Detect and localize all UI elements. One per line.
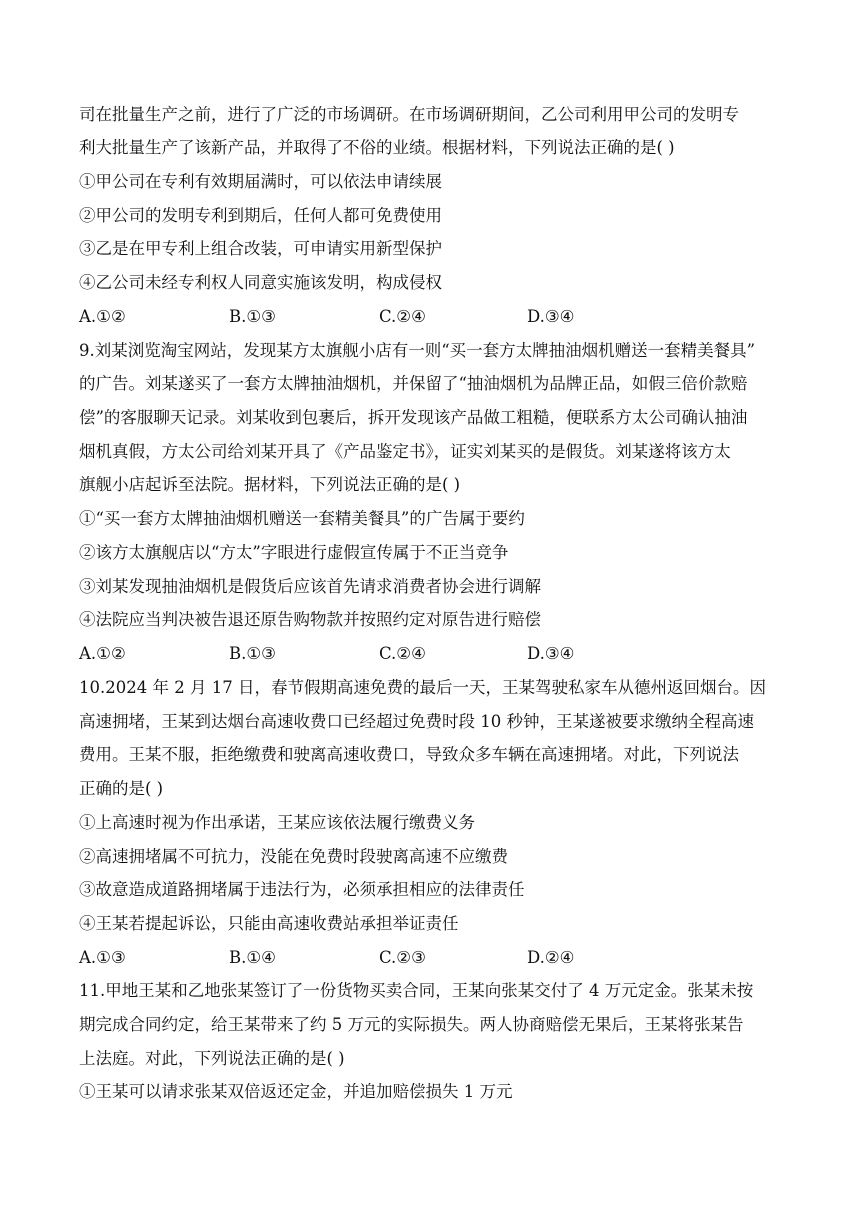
q10-stem-line-4: 正确的是( ) — [79, 779, 164, 798]
q9-option-d: D.③④ — [527, 644, 575, 663]
q8-stem-line-1: 司在批量生产之前，进行了广泛的市场调研。在市场调研期间，乙公司利用甲公司的发明专 — [79, 105, 739, 124]
q8-statement-2: ②甲公司的发明专利到期后，任何人都可免费使用 — [79, 206, 442, 225]
q9-option-c: C.②④ — [379, 644, 426, 663]
q9-stem-line-5: 旗舰小店起诉至法院。据材料，下列说法正确的是( ) — [79, 475, 461, 494]
q8-option-d: D.③④ — [527, 307, 575, 326]
q11-stem-line-3: 上法庭。对此，下列说法正确的是( ) — [79, 1049, 345, 1068]
q11-stem-line-1: 11.甲地王某和乙地张某签订了一份货物买卖合同，王某向张某交付了 4 万元定金。张某未按 — [79, 981, 754, 1000]
q10-stem-line-3: 费用。王某不服，拒绝缴费和驶离高速收费口，导致众多车辆在高速拥堵。对此，下列说法 — [79, 745, 739, 764]
q10-options — [79, 946, 799, 970]
q9-stem-line-2: 的广告。刘某遂买了一套方太牌抽油烟机，并保留了“抽油烟机为品牌正品，如假三倍价款赔 — [79, 374, 748, 393]
q10-statement-2: ②高速拥堵属不可抗力，没能在免费时段驶离高速不应缴费 — [79, 847, 508, 866]
q8-options — [79, 305, 799, 329]
q8-statement-3: ③乙是在甲专利上组合改装，可申请实用新型保护 — [79, 239, 442, 258]
q10-option-b: B.①④ — [229, 948, 276, 967]
q10-option-a: A.①③ — [79, 948, 126, 967]
q8-option-c: C.②④ — [379, 307, 426, 326]
q10-statement-3: ③故意造成道路拥堵属于违法行为，必须承担相应的法律责任 — [79, 880, 525, 899]
q10-stem-line-1: 10.2024 年 2 月 17 日，春节假期高速免费的最后一天，王某驾驶私家车从德州返回烟台。因 — [79, 678, 766, 697]
q10-statement-4: ④王某若提起诉讼，只能由高速收费站承担举证责任 — [79, 914, 459, 933]
q10-option-d: D.②④ — [527, 948, 575, 967]
q10-option-c: C.②③ — [379, 948, 426, 967]
q9-option-b: B.①③ — [229, 644, 276, 663]
q8-option-a: A.①② — [79, 307, 126, 326]
q8-statement-4: ④乙公司未经专利权人同意实施该发明，构成侵权 — [79, 273, 442, 292]
q10-stem-line-2: 高速拥堵，王某到达烟台高速收费口已经超过免费时段 10 秒钟，王某遂被要求缴纳全程高速 — [79, 712, 754, 731]
q9-stem-line-4: 烟机真假，方太公司给刘某开具了《产品鉴定书》，证实刘某买的是假货。刘某遂将该方太 — [79, 442, 731, 461]
q9-statement-1: ①“买一套方太牌抽油烟机赠送一套精美餐具”的广告属于要约 — [79, 509, 525, 528]
q11-statement-1: ①王某可以请求张某双倍返还定金，并追加赔偿损失 1 万元 — [79, 1082, 513, 1101]
q9-statement-2: ②该方太旗舰店以“方太”字眼进行虚假宣传属于不正当竞争 — [79, 543, 509, 562]
q8-stem-line-2: 利大批量生产了该新产品，并取得了不俗的业绩。根据材料，下列说法正确的是( ) — [79, 138, 675, 157]
q8-option-b: B.①③ — [229, 307, 276, 326]
q10-statement-1: ①上高速时视为作出承诺，王某应该依法履行缴费义务 — [79, 813, 475, 832]
q9-statement-4: ④法院应当判决被告退还原告购物款并按照约定对原告进行赔偿 — [79, 610, 541, 629]
q8-statement-1: ①甲公司在专利有效期届满时，可以依法申请续展 — [79, 172, 442, 191]
q9-options — [79, 642, 799, 666]
q9-option-a: A.①② — [79, 644, 126, 663]
q9-stem-line-1: 9.刘某浏览淘宝网站，发现某方太旗舰小店有一则“买一套方太牌抽油烟机赠送一套精美餐具” — [79, 341, 756, 360]
q11-stem-line-2: 期完成合同约定，给王某带来了约 5 万元的实际损失。两人协商赔偿无果后，王某将张某告 — [79, 1015, 744, 1034]
q9-stem-line-3: 偿”的客服聊天记录。刘某收到包裹后，拆开发现该产品做工粗糙，便联系方太公司确认抽油 — [79, 408, 748, 427]
q9-statement-3: ③刘某发现抽油烟机是假货后应该首先请求消费者协会进行调解 — [79, 577, 541, 596]
